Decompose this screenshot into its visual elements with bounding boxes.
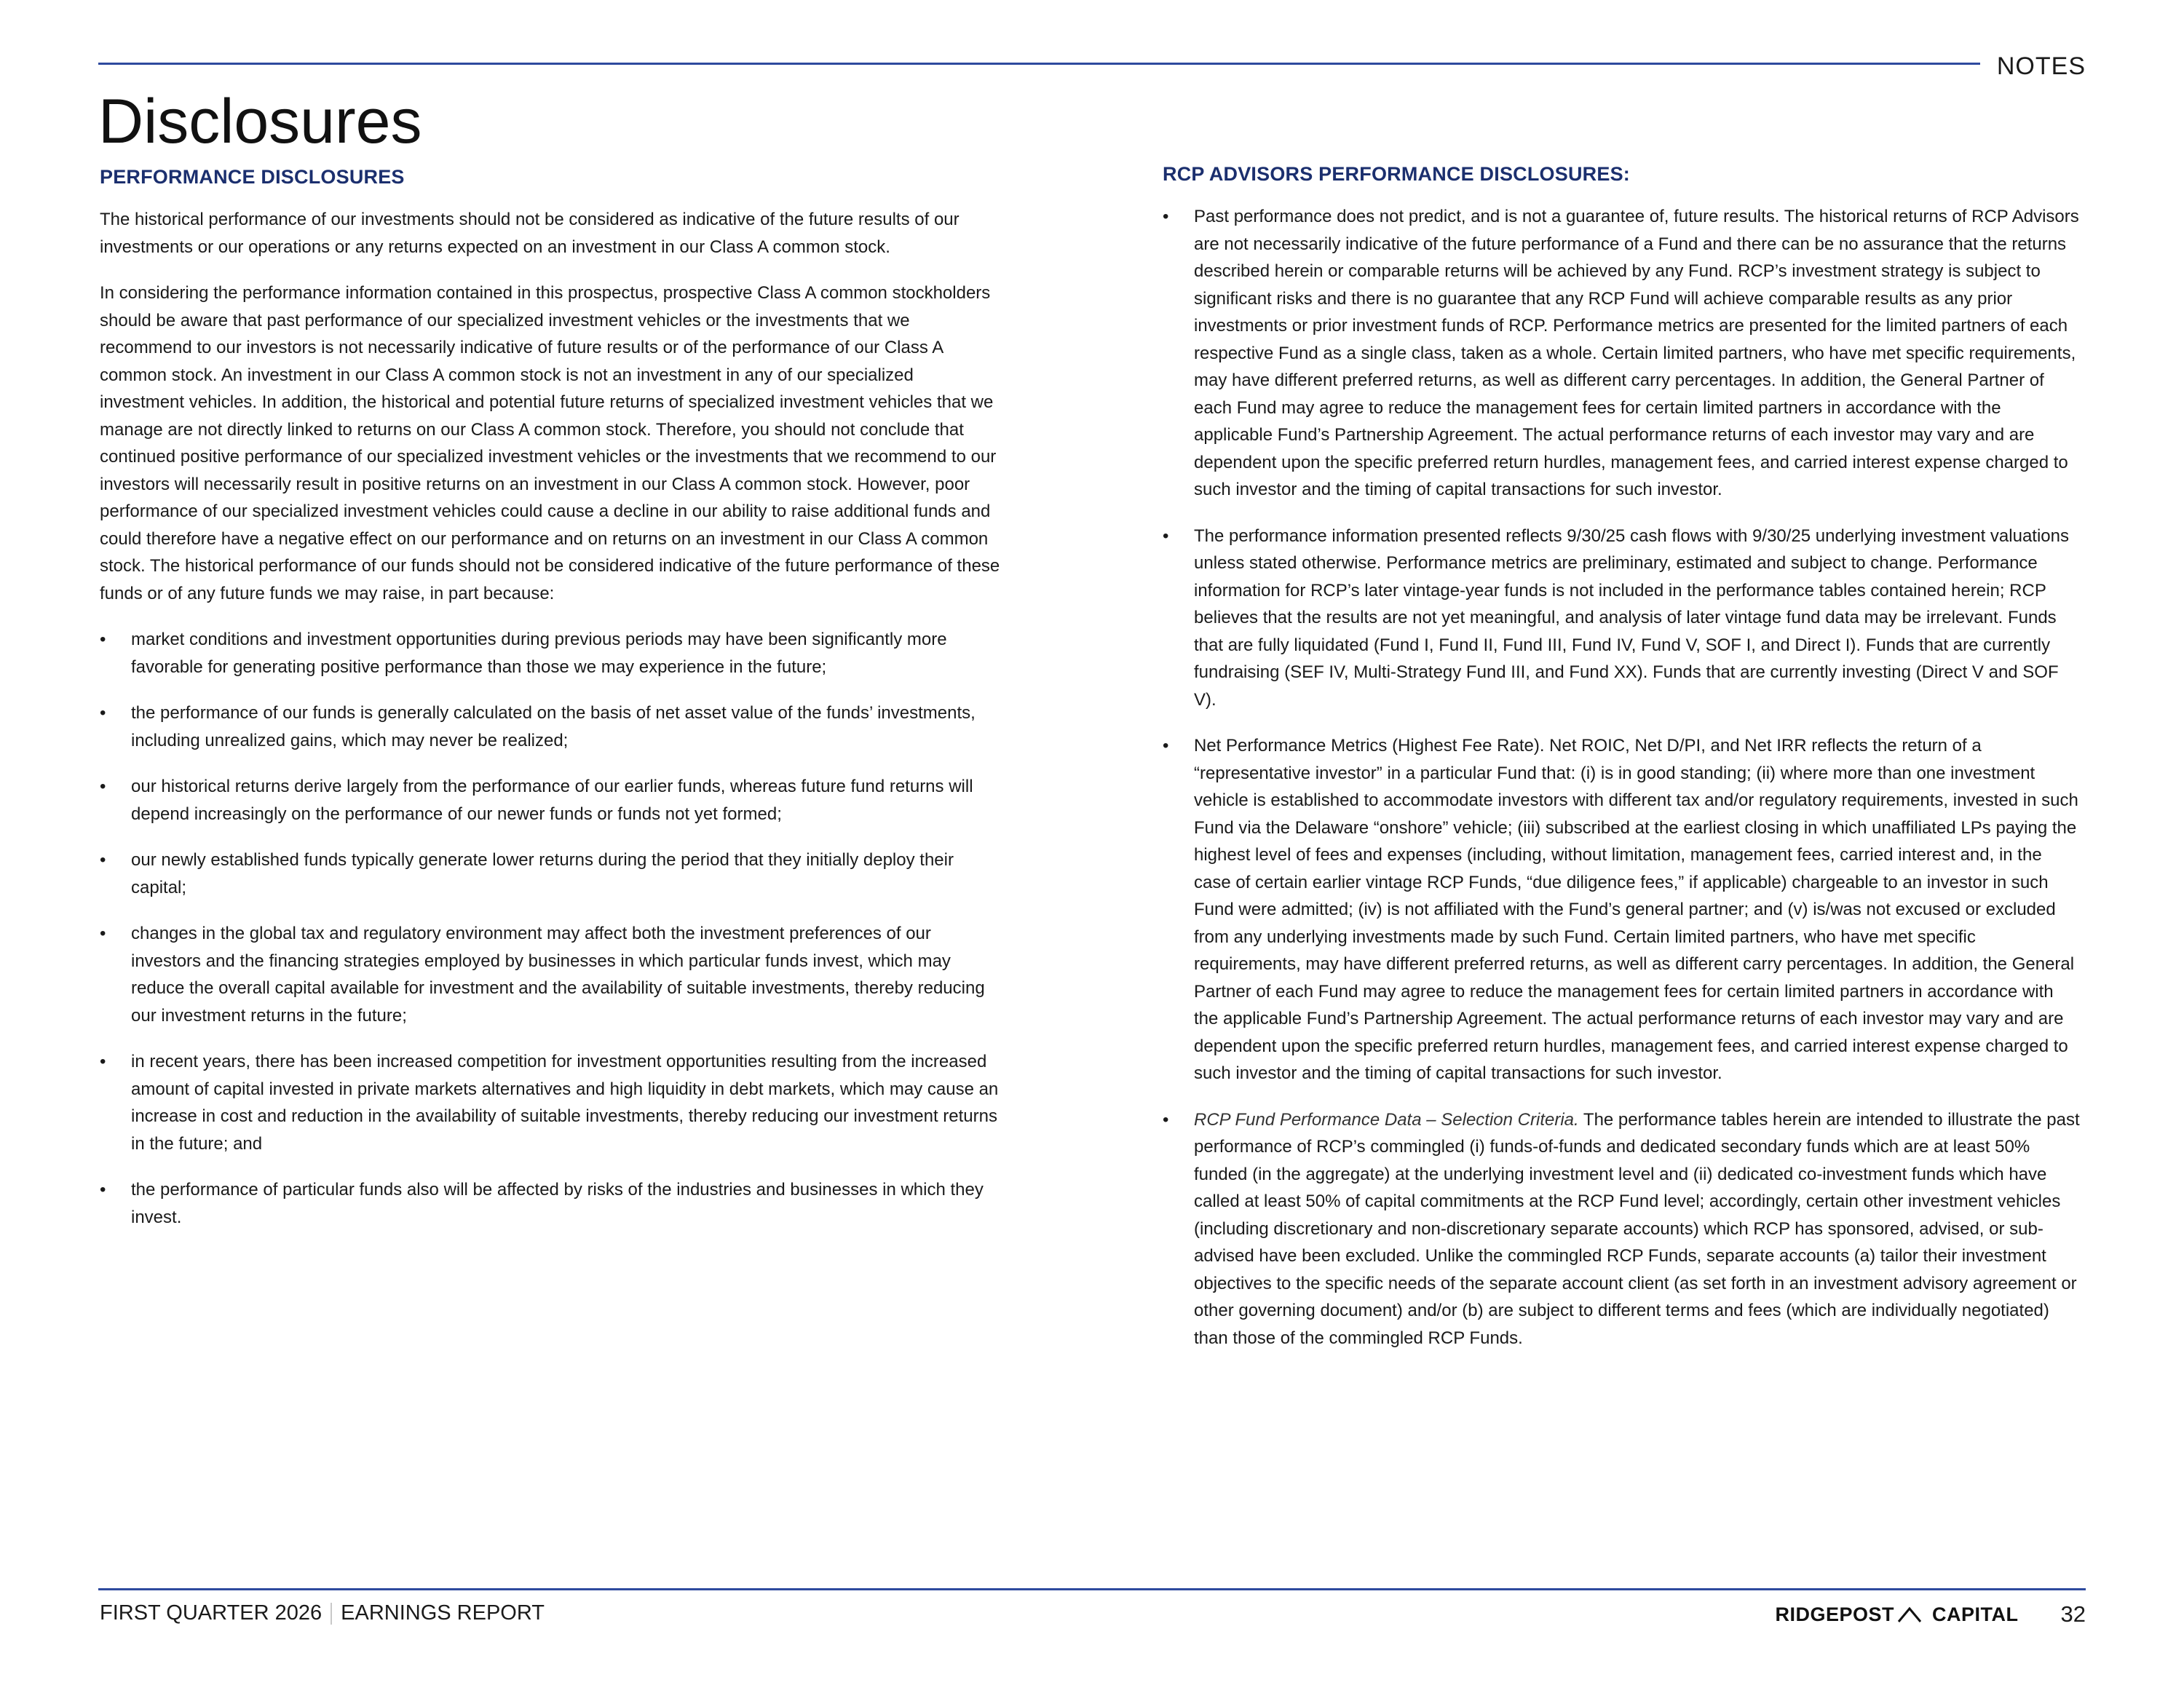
rcp-disclosure-list xyxy=(1163,203,2080,1352)
company-logo xyxy=(1775,1603,2018,1626)
header-rule xyxy=(98,63,1980,65)
bullet-icon: • xyxy=(1163,207,1169,226)
footer-divider xyxy=(331,1603,332,1625)
bullet-icon: • xyxy=(100,1052,106,1071)
list-item-text: changes in the global tax and regulatory environment may affect both the investment preferences of our investors and the financing strategies employed by businesses in which particular funds invest, which may reduce the overall capital available for investment and the availability of suitable investments, thereby reducing our investment returns in the future; xyxy=(131,924,985,1026)
risk-factor-list xyxy=(100,626,1002,1231)
list-item-text: Net Performance Metrics (Highest Fee Rate). Net ROIC, Net D/PI, and Net IRR reflects the return of a “representative investor” in a particular Fund that: (i) is in good standing; (ii) where more than one investment vehicle is established to accommodate investors with different tax and/or regulatory requirements, invested in such Fund via the Delaware “onshore” vehicle; (iii) subscribed at the earliest closing in which unaffiliated LPs paying the highest level of fees and expenses (including, without limitation, management fees, carried interest and, in the case of certain earlier vintage RCP Funds, “due diligence fees,” if applicable) chargeable to an investor in such Fund were admitted; (iv) is not affiliated with the Fund’s general partner; and (v) is/was not excused or excluded from any underlying investments made by such Fund. Certain limited partners, who have met specific requirements, may have different preferred returns, as well as different carry percentages. In addition, the General Partner of each Fund may agree to reduce the management fees for certain limited partners in accordance with the applicable Fund’s Partnership Agreement. The actual performance returns of each investor may vary and are dependent upon the specific preferred return hurdles, management fees, and carried interest expense charged to such investor and the timing of capital transactions for such investor. xyxy=(1194,736,2078,1083)
list-item xyxy=(100,773,1002,828)
list-item xyxy=(1163,203,2080,504)
logo-text-left: RIDGEPOST xyxy=(1775,1603,1895,1625)
performance-disclosures-column xyxy=(100,166,1002,1250)
list-item xyxy=(1163,523,2080,714)
list-item-text: market conditions and investment opportunities during previous periods may have been significantly more favorable for generating positive performance than those we may experience in the future; xyxy=(131,630,947,677)
bullet-icon: • xyxy=(100,924,106,943)
list-item-text: our historical returns derive largely from the performance of our earlier funds, whereas future fund returns will depend increasingly on the performance of our newer funds or funds not yet formed; xyxy=(131,777,973,824)
bullet-icon: • xyxy=(100,1180,106,1200)
bullet-icon: • xyxy=(1163,736,1169,756)
section-tag: NOTES xyxy=(1996,52,2086,80)
bullet-icon: • xyxy=(100,630,106,649)
list-item-text: the performance of particular funds also will be affected by risks of the industries and businesses in which they invest. xyxy=(131,1180,984,1227)
list-item xyxy=(100,1048,1002,1157)
list-item xyxy=(100,699,1002,754)
rcp-disclosures-heading: RCP ADVISORS PERFORMANCE DISCLOSURES: xyxy=(1163,163,1630,185)
list-item xyxy=(100,847,1002,901)
list-item xyxy=(100,1176,1002,1231)
performance-disclosures-heading: PERFORMANCE DISCLOSURES xyxy=(100,166,405,188)
selection-criteria-label: RCP Fund Performance Data – Selection Criteria. xyxy=(1194,1109,1579,1130)
list-item xyxy=(1163,1106,2080,1352)
paragraph: In considering the performance information contained in this prospectus, prospective Class A common stockholders should be aware that past performance of our specialized investment vehicles or the investments that we recommend to our investors is not necessarily indicative of future results or of the performance of our Class A common stock. An investment in our Class A common stock is not an investment in any of our specialized investment vehicles. In addition, the historical and potential future returns of specialized investment vehicles that we manage are not directly linked to returns on our Class A common stock. Therefore, you should not conclude that continued positive performance of our specialized investment vehicles or the investments that we recommend to our investors will necessarily result in positive returns on an investment in our Class A common stock. However, poor performance of our specialized investment vehicles could cause a decline in our ability to raise additional funds and could therefore have a negative effect on our performance and on returns on an investment in our Class A common stock. The historical performance of our funds should not be considered indicative of the future performance of these funds or of any future funds we may raise, in part because: xyxy=(100,283,1000,603)
list-item-text: in recent years, there has been increased competition for investment opportunities resulting from the increased amount of capital invested in private markets alternatives and high liquidity in debt markets, which may cause an increase in cost and reduction in the availability of suitable investments, thereby reducing our investment returns in the future; and xyxy=(131,1052,999,1154)
page-title: Disclosures xyxy=(98,87,422,156)
footer-rule xyxy=(98,1588,2086,1590)
list-item-text: our newly established funds typically generate lower returns during the period that they initially deploy their capital; xyxy=(131,850,954,897)
mountain-peak-icon xyxy=(1897,1606,1929,1623)
page-number: 32 xyxy=(2060,1601,2086,1627)
bullet-icon: • xyxy=(100,850,106,870)
paragraph: The historical performance of our investments should not be considered as indicative of the future results of our investments or our operations or any returns expected on an investment in our Class A common stock. xyxy=(100,210,960,257)
list-item xyxy=(100,626,1002,681)
report-name: EARNINGS REPORT xyxy=(341,1601,545,1625)
bullet-icon: • xyxy=(100,777,106,796)
rcp-disclosures-column xyxy=(1163,163,2080,1371)
list-item xyxy=(1163,732,2080,1087)
footer-brand xyxy=(1775,1601,2086,1627)
list-item-text: The performance tables herein are intended to illustrate the past performance of RCP’s commingled (i) funds-of-funds and dedicated secondary funds which are at least 50% funded (in the aggregate) at the underlying investment level and (ii) dedicated co-investment funds which have called at least 50% of capital commitments at the RCP Fund level; accordingly, certain other investment vehicles (including discretionary and non-discretionary separate accounts) which RCP has sponsored, advised, or sub-advised have been excluded. Unlike the commingled RCP Funds, separate accounts (a) tailor their investment objectives to the specific needs of the separate account client (as set forth in an investment advisory agreement or other governing document) and/or (b) are subject to different terms and fees (which are individually negotiated) than those of the commingled RCP Funds. xyxy=(1194,1109,2080,1348)
bullet-icon: • xyxy=(100,703,106,723)
logo-text-right: CAPITAL xyxy=(1932,1603,2019,1625)
bullet-icon: • xyxy=(1163,526,1169,546)
list-item-text: The performance information presented reflects 9/30/25 cash flows with 9/30/25 underlying investment valuations unless stated otherwise. Performance metrics are preliminary, estimated and subject to change. Performance information for RCP’s later vintage-year funds is not included in the performance tables contained herein; RCP believes that the results are not yet meaningful, and analysis of later vintage fund data may be irrelevant. Funds that are fully liquidated (Fund I, Fund II, Fund III, Fund IV, Fund V, SOF I, and Direct I). Funds that are currently fundraising (SEF IV, Multi-Strategy Fund III, and Fund XX). Funds that are currently investing (Direct V and SOF V). xyxy=(1194,526,2069,710)
report-period: FIRST QUARTER 2026 xyxy=(100,1601,323,1625)
list-item xyxy=(100,920,1002,1029)
bullet-icon: • xyxy=(1163,1109,1169,1130)
list-item-text: Past performance does not predict, and is not a guarantee of, future results. The historical returns of RCP Advisors are not necessarily indicative of the future performance of a Fund and there can be no assurance that the returns described herein or comparable returns will be achieved by any Fund. RCP’s investment strategy is subject to significant risks and there is no guarantee that any RCP Fund will achieve comparable results as any prior investments or prior investment funds of RCP. Performance metrics are presented for the limited partners of each respective Fund as a single class, taken as a whole. Certain limited partners, who have met specific requirements, may have different preferred returns, as well as different carry percentages. In addition, the General Partner of each Fund may agree to reduce the management fees for certain limited partners in accordance with the applicable Fund’s Partnership Agreement. The actual performance returns of each investor may vary and are dependent upon the specific preferred return hurdles, management fees, and carried interest expense charged to such investor and the timing of capital transactions for such investor. xyxy=(1194,207,2079,499)
footer-report-title xyxy=(100,1601,545,1625)
list-item-text: the performance of our funds is generally calculated on the basis of net asset value of the funds’ investments, including unrealized gains, which may never be realized; xyxy=(131,703,976,750)
